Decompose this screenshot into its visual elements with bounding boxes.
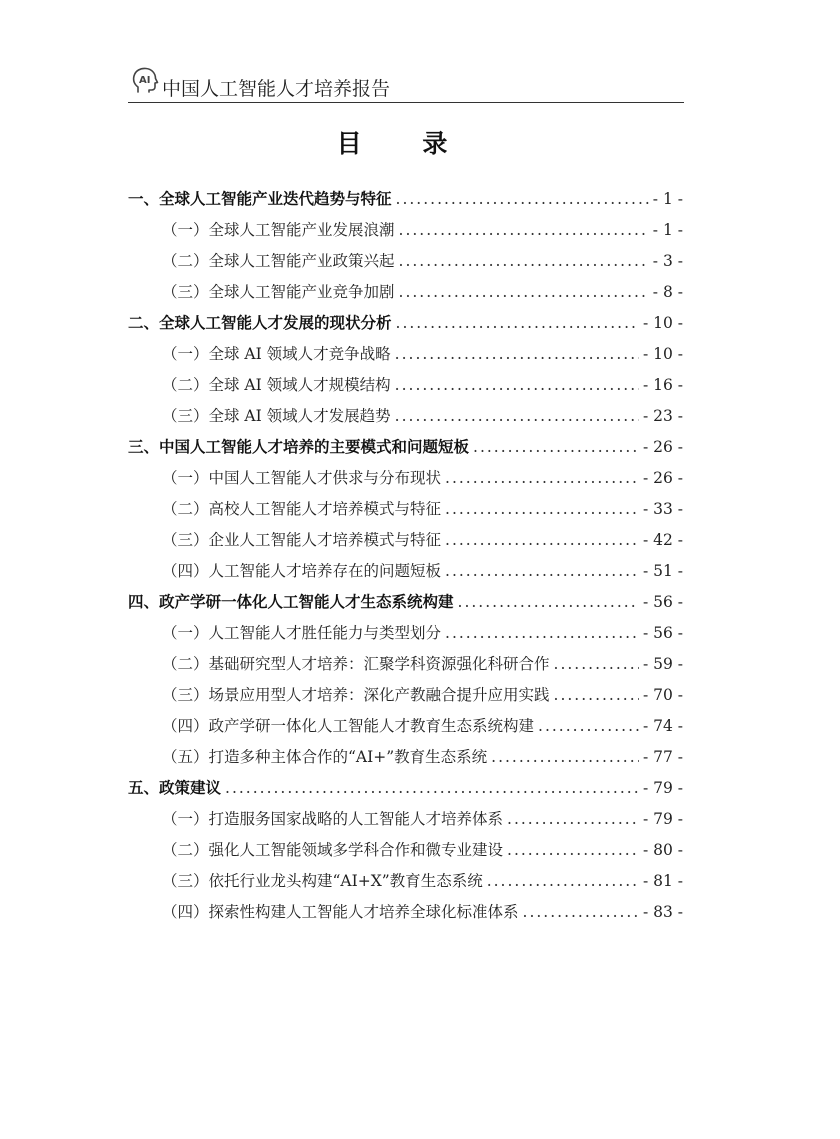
toc-entry-label: （二）高校人工智能人才培养模式与特征 bbox=[162, 500, 442, 518]
toc-entry-label: （四）探索性构建人工智能人才培养全球化标准体系 bbox=[162, 903, 519, 921]
toc-entry-label: 四、政产学研一体化人工智能人才生态系统构建 bbox=[128, 593, 454, 611]
toc-page-number: - 26 - bbox=[642, 469, 683, 487]
header-divider bbox=[128, 102, 684, 103]
toc-page-number: - 3 - bbox=[652, 252, 683, 270]
toc-dot-leader bbox=[523, 897, 639, 928]
toc-entry-label: （一）人工智能人才胜任能力与类型划分 bbox=[162, 624, 442, 642]
toc-dot-leader bbox=[507, 804, 639, 835]
toc-page-number: - 16 - bbox=[642, 376, 683, 394]
toc-section-entry[interactable] bbox=[128, 835, 683, 866]
toc-page-number: - 56 - bbox=[642, 593, 683, 611]
toc-entry-label: （二）全球人工智能产业政策兴起 bbox=[162, 252, 395, 270]
toc-entry-label: （三）全球 AI 领域人才发展趋势 bbox=[162, 407, 391, 425]
toc-section-entry[interactable] bbox=[128, 649, 683, 680]
toc-entry-label: （一）打造服务国家战略的人工智能人才培养体系 bbox=[162, 810, 504, 828]
toc-dot-leader bbox=[538, 711, 639, 742]
toc-entry-label: （二）全球 AI 领域人才规模结构 bbox=[162, 376, 391, 394]
page-header bbox=[128, 66, 684, 104]
toc-page-number: - 74 - bbox=[642, 717, 683, 735]
toc-entry-label: （三）全球人工智能产业竞争加剧 bbox=[162, 283, 395, 301]
toc-chapter-entry[interactable] bbox=[128, 308, 683, 339]
toc-chapter-entry[interactable] bbox=[128, 773, 683, 804]
toc-dot-leader bbox=[225, 773, 639, 804]
toc-section-entry[interactable] bbox=[128, 742, 683, 773]
toc-page-number: - 56 - bbox=[642, 624, 683, 642]
toc-page-number: - 23 - bbox=[642, 407, 683, 425]
toc-page-number: - 10 - bbox=[642, 314, 683, 332]
toc-dot-leader bbox=[554, 649, 639, 680]
toc-dot-leader bbox=[395, 401, 639, 432]
toc-section-entry[interactable] bbox=[128, 618, 683, 649]
toc-section-entry[interactable] bbox=[128, 897, 683, 928]
toc-page-number: - 70 - bbox=[642, 686, 683, 704]
toc-entry-label: 一、全球人工智能产业迭代趋势与特征 bbox=[128, 190, 392, 208]
toc-dot-leader bbox=[445, 463, 639, 494]
toc-dot-leader bbox=[399, 277, 649, 308]
toc-page-number: - 42 - bbox=[642, 531, 683, 549]
table-of-contents bbox=[128, 184, 683, 928]
toc-dot-leader bbox=[445, 525, 639, 556]
toc-dot-leader bbox=[399, 246, 649, 277]
toc-page-number: - 80 - bbox=[642, 841, 683, 859]
toc-section-entry[interactable] bbox=[128, 277, 683, 308]
toc-section-entry[interactable] bbox=[128, 711, 683, 742]
toc-dot-leader bbox=[445, 556, 639, 587]
toc-section-entry[interactable] bbox=[128, 463, 683, 494]
toc-entry-label: （二）基础研究型人才培养：汇聚学科资源强化科研合作 bbox=[162, 655, 550, 673]
toc-page-number: - 8 - bbox=[652, 283, 683, 301]
toc-entry-label: （五）打造多种主体合作的“AI+”教育生态系统 bbox=[162, 748, 488, 766]
toc-entry-label: （四）政产学研一体化人工智能人才教育生态系统构建 bbox=[162, 717, 535, 735]
toc-section-entry[interactable] bbox=[128, 866, 683, 897]
toc-entry-label: 五、政策建议 bbox=[128, 779, 222, 797]
toc-dot-leader bbox=[473, 432, 639, 463]
toc-dot-leader bbox=[395, 339, 639, 370]
toc-page-number: - 83 - bbox=[642, 903, 683, 921]
toc-section-entry[interactable] bbox=[128, 246, 683, 277]
toc-entry-label: 二、全球人工智能人才发展的现状分析 bbox=[128, 314, 392, 332]
toc-page-number: - 59 - bbox=[642, 655, 683, 673]
toc-entry-label: 三、中国人工智能人才培养的主要模式和问题短板 bbox=[128, 438, 470, 456]
toc-page-number: - 33 - bbox=[642, 500, 683, 518]
report-title: 中国人工智能人才培养报告 bbox=[162, 78, 391, 100]
toc-chapter-entry[interactable] bbox=[128, 587, 683, 618]
toc-page-number: - 77 - bbox=[642, 748, 683, 766]
toc-dot-leader bbox=[399, 215, 649, 246]
toc-section-entry[interactable] bbox=[128, 680, 683, 711]
toc-entry-label: （四）人工智能人才培养存在的问题短板 bbox=[162, 562, 442, 580]
toc-section-entry[interactable] bbox=[128, 370, 683, 401]
toc-dot-leader bbox=[395, 370, 639, 401]
toc-dot-leader bbox=[487, 866, 639, 897]
toc-dot-leader bbox=[445, 618, 639, 649]
toc-entry-label: （三）场景应用型人才培养：深化产教融合提升应用实践 bbox=[162, 686, 550, 704]
toc-page-number: - 26 - bbox=[642, 438, 683, 456]
toc-entry-label: （一）全球人工智能产业发展浪潮 bbox=[162, 221, 395, 239]
toc-section-entry[interactable] bbox=[128, 339, 683, 370]
toc-entry-label: （一）中国人工智能人才供求与分布现状 bbox=[162, 469, 442, 487]
toc-dot-leader bbox=[396, 308, 639, 339]
toc-section-entry[interactable] bbox=[128, 804, 683, 835]
toc-section-entry[interactable] bbox=[128, 215, 683, 246]
toc-entry-label: （一）全球 AI 领域人才竞争战略 bbox=[162, 345, 391, 363]
toc-page-number: - 1 - bbox=[652, 221, 683, 239]
logo-text: AI bbox=[139, 75, 151, 86]
toc-entry-label: （三）依托行业龙头构建“AI+X”教育生态系统 bbox=[162, 872, 483, 890]
toc-section-entry[interactable] bbox=[128, 494, 683, 525]
toc-entry-label: （三）企业人工智能人才培养模式与特征 bbox=[162, 531, 442, 549]
toc-dot-leader bbox=[458, 587, 639, 618]
toc-page-number: - 81 - bbox=[642, 872, 683, 890]
toc-section-entry[interactable] bbox=[128, 525, 683, 556]
toc-dot-leader bbox=[445, 494, 639, 525]
toc-dot-leader bbox=[507, 835, 639, 866]
toc-page-number: - 51 - bbox=[642, 562, 683, 580]
toc-chapter-entry[interactable] bbox=[128, 184, 683, 215]
toc-section-entry[interactable] bbox=[128, 401, 683, 432]
toc-chapter-entry[interactable] bbox=[128, 432, 683, 463]
toc-page-number: - 79 - bbox=[642, 810, 683, 828]
toc-page-number: - 10 - bbox=[642, 345, 683, 363]
toc-page-number: - 1 - bbox=[652, 190, 683, 208]
toc-page-number: - 79 - bbox=[642, 779, 683, 797]
toc-dot-leader bbox=[554, 680, 639, 711]
toc-dot-leader bbox=[491, 742, 639, 773]
toc-entry-label: （二）强化人工智能领域多学科合作和微专业建设 bbox=[162, 841, 504, 859]
toc-dot-leader bbox=[396, 184, 649, 215]
toc-heading: 目 录 bbox=[336, 129, 474, 158]
toc-section-entry[interactable] bbox=[128, 556, 683, 587]
ai-head-logo-icon bbox=[130, 66, 160, 96]
